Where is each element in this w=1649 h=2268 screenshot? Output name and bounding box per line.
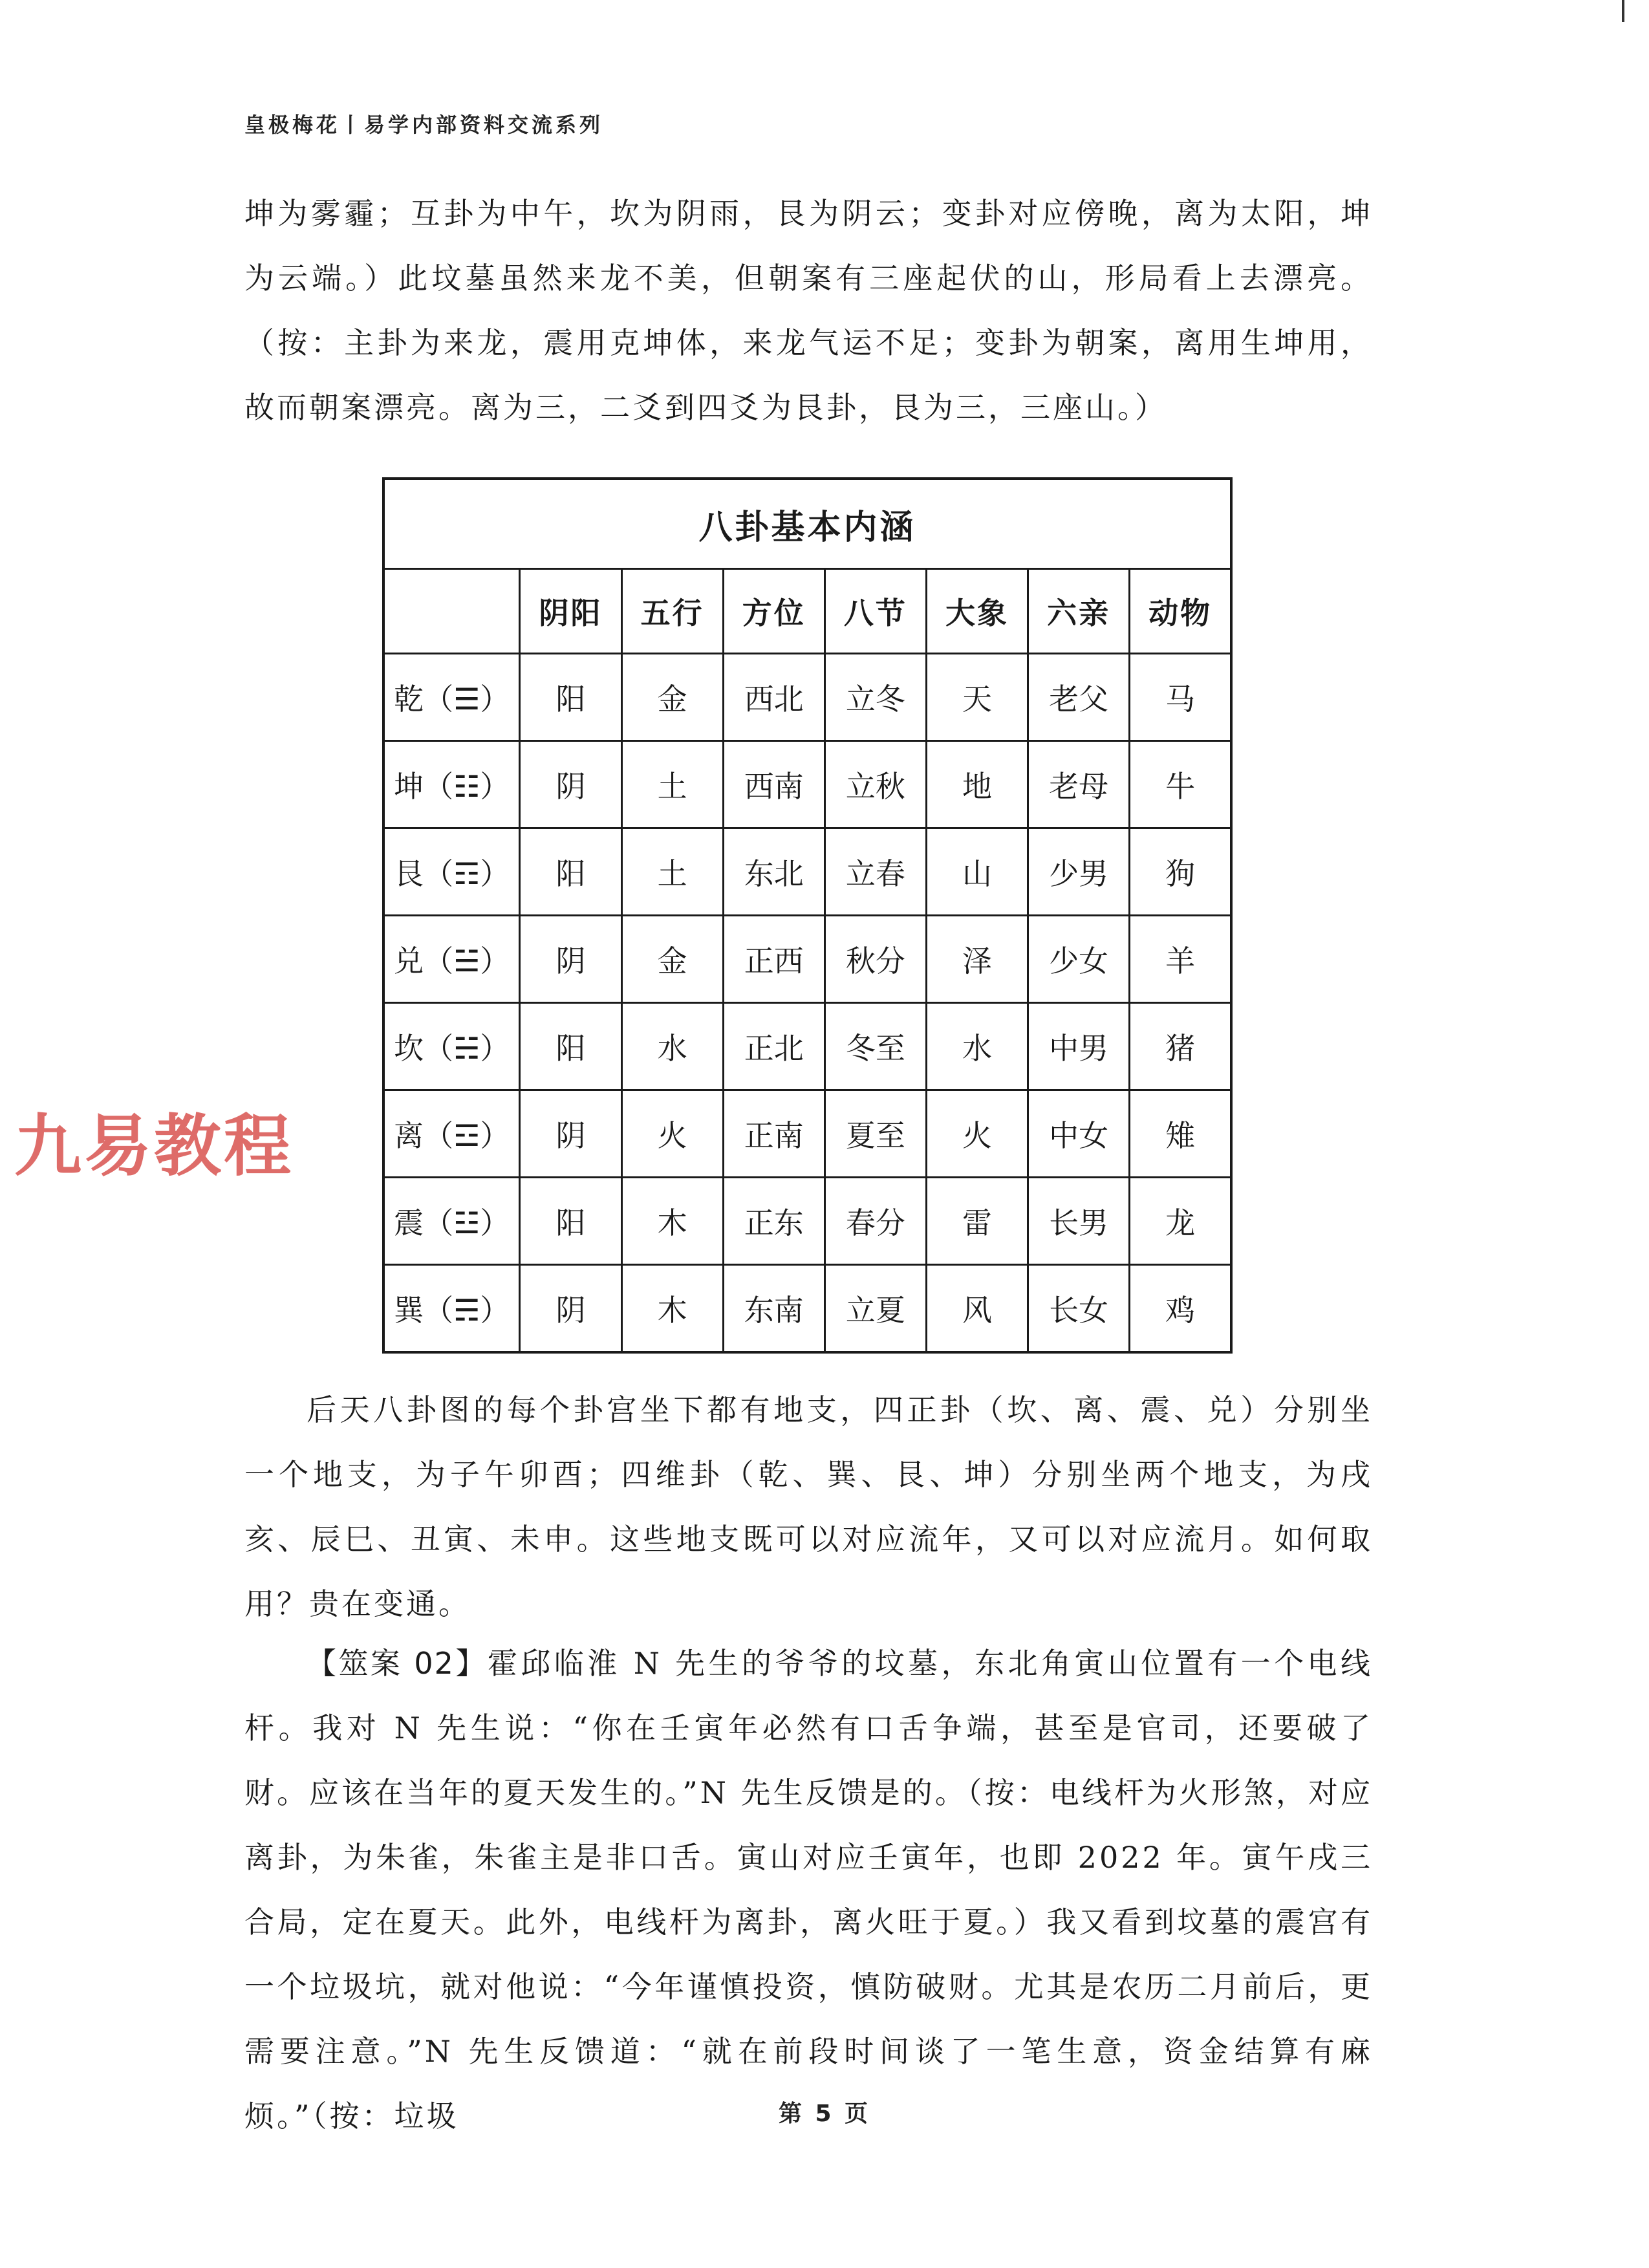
daxiang-cell: 天 xyxy=(926,654,1028,741)
yinyang-cell: 阴 xyxy=(520,1265,621,1353)
bajie-cell: 春分 xyxy=(824,1178,926,1265)
wuxing-cell: 金 xyxy=(621,916,723,1003)
bajie-cell: 立春 xyxy=(824,828,926,916)
trigram-name: 兑 xyxy=(394,944,424,978)
trigram-symbol-icon: ☲ xyxy=(453,1118,480,1153)
bajie-cell: 夏至 xyxy=(824,1090,926,1178)
page-number: 第 5 页 xyxy=(778,2101,871,2127)
dongwu-cell: 雉 xyxy=(1130,1090,1231,1178)
bagua-table-container xyxy=(382,477,1233,1334)
table-header-corner xyxy=(383,569,520,654)
bajie-cell: 立秋 xyxy=(824,741,926,828)
liuqin-cell: 老父 xyxy=(1028,654,1130,741)
table-row xyxy=(383,741,1231,828)
yinyang-cell: 阳 xyxy=(520,654,621,741)
yinyang-cell: 阴 xyxy=(520,741,621,828)
dongwu-cell: 马 xyxy=(1130,654,1231,741)
table-row xyxy=(383,654,1231,741)
fangwei-cell: 西南 xyxy=(723,741,824,828)
fangwei-cell: 正南 xyxy=(723,1090,824,1178)
table-header-daxiang: 大象 xyxy=(926,569,1028,654)
trigram-symbol-icon: ☴ xyxy=(453,1293,480,1328)
daxiang-cell: 雷 xyxy=(926,1178,1028,1265)
trigram-symbol-icon: ☷ xyxy=(453,769,480,804)
trigram-name: 震 xyxy=(394,1205,424,1240)
trigram-symbol-icon: ☵ xyxy=(453,1031,480,1066)
daxiang-cell: 火 xyxy=(926,1090,1028,1178)
table-row xyxy=(383,828,1231,916)
scan-corner-mark xyxy=(1622,0,1633,22)
trigram-name: 离 xyxy=(394,1118,424,1153)
trigram-name: 坎 xyxy=(394,1031,424,1066)
table-header-dongwu: 动物 xyxy=(1130,569,1231,654)
fangwei-cell: 正西 xyxy=(723,916,824,1003)
trigram-symbol-icon: ☰ xyxy=(453,682,480,717)
wuxing-cell: 火 xyxy=(621,1090,723,1178)
yinyang-cell: 阴 xyxy=(520,916,621,1003)
trigram-cell: 巽（☴） xyxy=(383,1265,520,1353)
liuqin-cell: 少女 xyxy=(1028,916,1130,1003)
trigram-cell: 离（☲） xyxy=(383,1090,520,1178)
trigram-name: 乾 xyxy=(394,682,424,717)
bagua-table xyxy=(382,477,1233,1354)
daxiang-cell: 山 xyxy=(926,828,1028,916)
yinyang-cell: 阴 xyxy=(520,1090,621,1178)
trigram-cell: 乾（☰） xyxy=(383,654,520,741)
liuqin-cell: 老母 xyxy=(1028,741,1130,828)
table-header-fangwei: 方位 xyxy=(723,569,824,654)
running-header: 皇极梅花丨易学内部资料交流系列 xyxy=(244,113,604,137)
trigram-name: 巽 xyxy=(394,1293,424,1328)
wuxing-cell: 土 xyxy=(621,828,723,916)
table-header-yinyang: 阴阳 xyxy=(520,569,621,654)
liuqin-cell: 长男 xyxy=(1028,1178,1130,1265)
trigram-cell: 兑（☱） xyxy=(383,916,520,1003)
bajie-cell: 冬至 xyxy=(824,1003,926,1090)
case-body: 霍邱临淮 N 先生的爷爷的坟墓，东北角寅山位置有一个电线杆。我对 N 先生说：“你在壬寅年必然有口舌争端，甚至是官司，还要破了财。应该在当年的夏天发生的。”N 先生反馈是的。（按：电线杆为火形煞，对应离卦，为朱雀，朱雀主是非口舌。寅山对应壬寅年，也即 2022 年。寅午戌三合局，定在夏天。此外，电线杆为离卦，离火旺于夏。）我又看到坟墓的震宫有一个垃圾坑，就对他说：“今年谨慎投资，慎防破财。尤其是农历二月前后，更需要注意。”N 先生反馈道：“就在前段时间谈了一笔生意，资金结算有麻烦。”（按：垃圾 xyxy=(244,1646,1374,2133)
table-row xyxy=(383,1003,1231,1090)
fangwei-cell: 东北 xyxy=(723,828,824,916)
liuqin-cell: 少男 xyxy=(1028,828,1130,916)
dongwu-cell: 猪 xyxy=(1130,1003,1231,1090)
yinyang-cell: 阳 xyxy=(520,828,621,916)
table-header-wuxing: 五行 xyxy=(621,569,723,654)
table-title: 八卦基本内涵 xyxy=(383,479,1231,569)
table-row xyxy=(383,1265,1231,1353)
watermark-logo: 九易教程 xyxy=(14,1107,294,1185)
bajie-cell: 立夏 xyxy=(824,1265,926,1353)
liuqin-cell: 长女 xyxy=(1028,1265,1130,1353)
bajie-cell: 秋分 xyxy=(824,916,926,1003)
fangwei-cell: 东南 xyxy=(723,1265,824,1353)
trigram-cell: 坤（☷） xyxy=(383,741,520,828)
wuxing-cell: 木 xyxy=(621,1265,723,1353)
wuxing-cell: 水 xyxy=(621,1003,723,1090)
trigram-name: 艮 xyxy=(394,856,424,891)
table-row xyxy=(383,1178,1231,1265)
daxiang-cell: 风 xyxy=(926,1265,1028,1353)
table-header-bajie: 八节 xyxy=(824,569,926,654)
fangwei-cell: 西北 xyxy=(723,654,824,741)
table-row xyxy=(383,1090,1231,1178)
trigram-name: 坤 xyxy=(394,769,424,804)
table-header-liuqin: 六亲 xyxy=(1028,569,1130,654)
bajie-cell: 立冬 xyxy=(824,654,926,741)
yinyang-cell: 阳 xyxy=(520,1003,621,1090)
paragraph-intro: 坤为雾霾；互卦为中午，坎为阴雨，艮为阴云；变卦对应傍晚，离为太阳，坤为云端。）此坟墓虽然来龙不美，但朝案有三座起伏的山，形局看上去漂亮。（按：主卦为来龙，震用克坤体，来龙气运不足；变卦为朝案，离用生坤用，故而朝案漂亮。离为三，二爻到四爻为艮卦，艮为三，三座山。） xyxy=(244,196,1373,425)
dongwu-cell: 鸡 xyxy=(1130,1265,1231,1353)
case-tag: 【筮案 02】 xyxy=(307,1646,488,1681)
table-row xyxy=(383,916,1231,1003)
wuxing-cell: 土 xyxy=(621,741,723,828)
paragraph-dizhi: 后天八卦图的每个卦宫坐下都有地支，四正卦（坎、离、震、兑）分别坐一个地支，为子午卯酉；四维卦（乾、巽、艮、坤）分别坐两个地支，为戌亥、辰巳、丑寅、未申。这些地支既可以对应流年，又可以对应流月。如何取用？贵在变通。 xyxy=(244,1392,1373,1621)
dongwu-cell: 牛 xyxy=(1130,741,1231,828)
dongwu-cell: 龙 xyxy=(1130,1178,1231,1265)
trigram-cell: 坎（☵） xyxy=(383,1003,520,1090)
wuxing-cell: 金 xyxy=(621,654,723,741)
fangwei-cell: 正东 xyxy=(723,1178,824,1265)
liuqin-cell: 中男 xyxy=(1028,1003,1130,1090)
trigram-symbol-icon: ☱ xyxy=(453,944,480,978)
daxiang-cell: 泽 xyxy=(926,916,1028,1003)
yinyang-cell: 阳 xyxy=(520,1178,621,1265)
wuxing-cell: 木 xyxy=(621,1178,723,1265)
dongwu-cell: 羊 xyxy=(1130,916,1231,1003)
trigram-symbol-icon: ☶ xyxy=(453,856,480,891)
fangwei-cell: 正北 xyxy=(723,1003,824,1090)
paragraph-case-02 xyxy=(244,1631,1373,2148)
trigram-cell: 震（☳） xyxy=(383,1178,520,1265)
daxiang-cell: 水 xyxy=(926,1003,1028,1090)
dongwu-cell: 狗 xyxy=(1130,828,1231,916)
trigram-symbol-icon: ☳ xyxy=(453,1205,480,1240)
trigram-cell: 艮（☶） xyxy=(383,828,520,916)
liuqin-cell: 中女 xyxy=(1028,1090,1130,1178)
daxiang-cell: 地 xyxy=(926,741,1028,828)
